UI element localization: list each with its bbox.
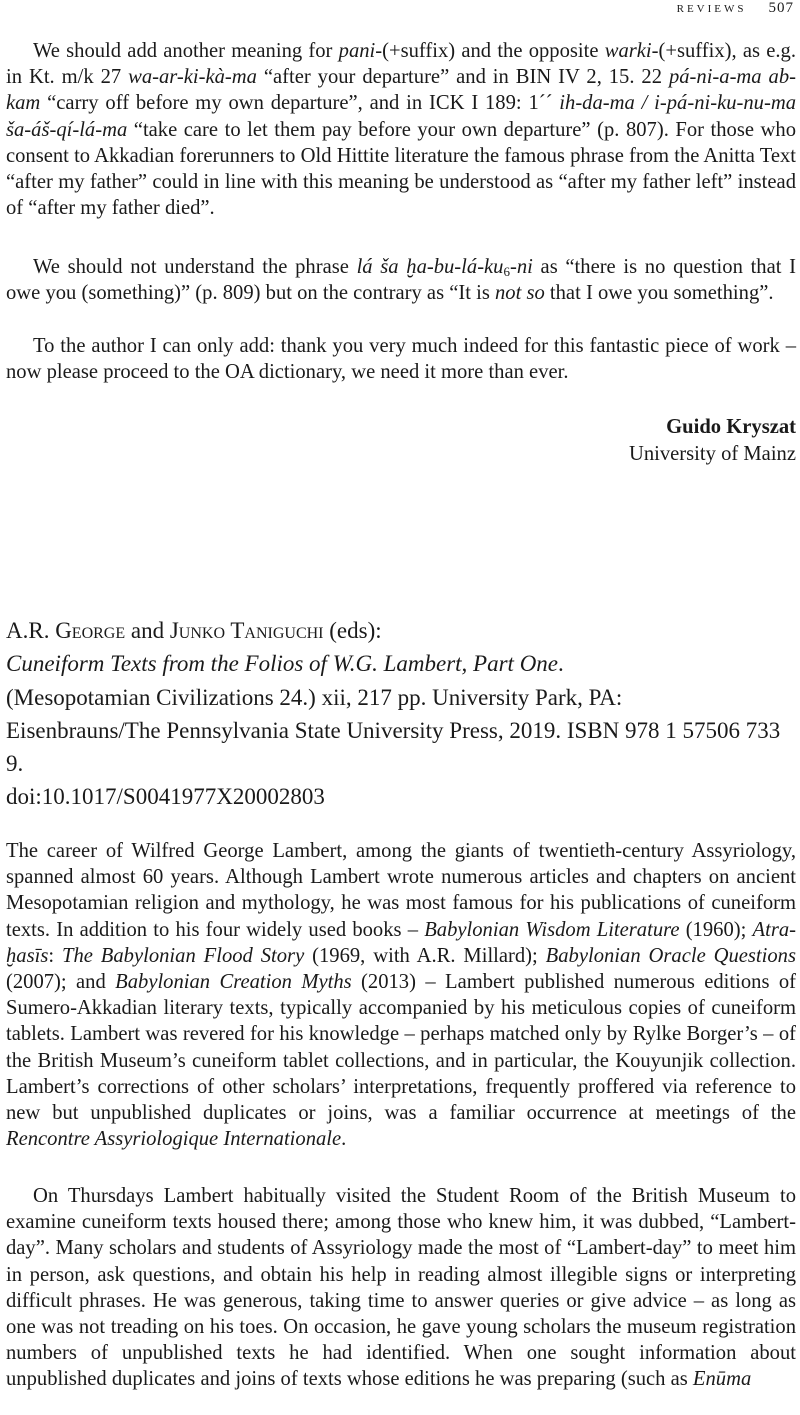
para1-run: We should add another meaning for	[33, 40, 339, 62]
paragraph-closing	[6, 333, 796, 385]
para1-run: -(+suffix), as e.g. in Kt. m/k 27	[6, 40, 796, 89]
reviewer-name: Guido Kryszat	[666, 416, 796, 438]
para4-run: (2007); and	[6, 971, 116, 994]
para4-run: The Babylonian Flood Story	[62, 944, 305, 967]
para1-run: “after your departure” and in BIN IV 2, 15. 22	[256, 66, 669, 89]
para4-run: (1969, with A.R. Millard);	[304, 944, 546, 967]
para2-run: as “there is no question that I owe you (something)” (p. 809) but on the contrary as “It is	[6, 256, 796, 305]
para4-run: .	[341, 1128, 347, 1151]
book-bibliographic-heading	[6, 614, 796, 814]
para1-run: pá-ni-a-ma ab-kam	[6, 66, 796, 115]
para1-run: -(+suffix) and the opposite	[375, 40, 605, 62]
para4-run: Babylonian Wisdom Literature	[424, 918, 680, 941]
para1-run: “carry off before my own departure”, and in ICK I 189: 1´´	[40, 92, 560, 115]
para2-run: not so	[494, 282, 545, 305]
para4-run: Babylonian Oracle Questions	[545, 944, 796, 967]
paragraph-pani-warki	[6, 38, 796, 221]
para4-run: Rencontre Assyriologique Internationale	[6, 1128, 342, 1151]
para3-run: To the author I can only add: thank you very much indeed for this fantastic piece of work – now please proceed to the OA dictionary, we need it more than ever.	[6, 335, 796, 384]
bib-run: doi:10.1017/S0041977X20002803	[6, 784, 325, 810]
para1-run: warki	[604, 40, 652, 62]
para4-run: Babylonian Creation Myths	[115, 971, 352, 994]
bib-run: (eds):	[323, 618, 382, 643]
bib-run: and	[125, 618, 170, 643]
para5-run: On Thursdays Lambert habitually visited the Student Room of the British Museum to examine cuneiform texts housed there; among those who knew him, it was dubbed, “Lambert-day”. Many scholars and students of Assyriology made the most of “Lambert-day” to meet him in person, ask questions, and obtain his help in reading almost illegible signs or interpreting difficult phrases. He was generous, taking time to answer queries or give advice – as long as one was not treading on his toes. On occasion, he gave young scholars the museum registration numbers of unpublished texts he had identified. When one sought information about unpublished duplicates and joins of texts whose editions he was preparing (such as	[6, 1185, 796, 1391]
bib-run: .	[558, 651, 564, 677]
para2-run: -ni	[509, 256, 533, 278]
para4-run: Atra-ḫasīs	[6, 918, 796, 967]
bib-run: Eisenbrauns/The Pennsylvania State University Press, 2019. ISBN 978 1 57506 733 9.	[6, 717, 781, 777]
para4-run: (2013) – Lambert published numerous editions of Sumero-Akkadian literary texts, typically accompanied by his meticulous copies of cuneiform tablets. Lambert was revered for his knowledge – perhaps matched only by Rylke Borger’s – of the British Museum’s cuneiform tablet collections, and in particular, the Kouyunjik collection. Lambert’s corrections of other scholars’ interpretations, frequently proffered via reference to new but unpublished duplicates or joins, was a familiar occurrence at meetings of the	[6, 971, 796, 1125]
para2-run: We should not understand the phrase	[33, 256, 357, 278]
para1-run: pani	[338, 40, 376, 62]
bib-run: A.R. George	[6, 618, 126, 643]
para4-run: The career of Wilfred George Lambert, among the giants of twentieth-century Assyriology, spanned almost 60 years. Although Lambert wrote numerous articles and chapters on ancient Mesopotamian religion and mythology, he was most famous for his publications of cuneiform texts. In addition to his four widely used books –	[6, 840, 796, 941]
bib-run: (Mesopotamian Civilizations 24.) xii, 217 pp. University Park, PA:	[6, 684, 623, 710]
paragraph-lambert-day	[6, 1183, 796, 1393]
para2-run: lá ša ḫa-bu-lá-ku	[356, 256, 504, 278]
reviewer-affiliation: University of Mainz	[628, 443, 796, 465]
para4-run: :	[48, 944, 62, 967]
bib-run: Cuneiform Texts from the Folios of W.G. Lambert, Part One	[6, 651, 559, 677]
paragraph-habulaku	[6, 254, 796, 306]
para1-run: ih-da-ma / i-pá-ni-ku-nu-ma ša-áš-qí-lá-ma	[6, 92, 796, 141]
paragraph-lambert-career	[6, 838, 796, 1152]
para2-run: that I owe you something”.	[544, 282, 774, 305]
page-number: 507	[768, 0, 794, 16]
para5-run: Enūma	[692, 1368, 752, 1391]
para2-run: 6	[503, 264, 510, 279]
bib-run: Junko Taniguchi	[169, 618, 324, 643]
para4-run: (1960);	[679, 918, 753, 941]
running-head	[677, 0, 794, 17]
para1-run: “take care to let them pay before your own departure” (p. 807). For those who consent to Akkadian forerunners to Old Hittite literature the famous phrase from the Anitta Text “after my father” could in line with this meaning be understood as “after my father left” instead of “after my father died”.	[6, 118, 796, 220]
para1-run: wa-ar-ki-kà-ma	[128, 66, 257, 89]
section-title: reviews	[676, 0, 747, 16]
